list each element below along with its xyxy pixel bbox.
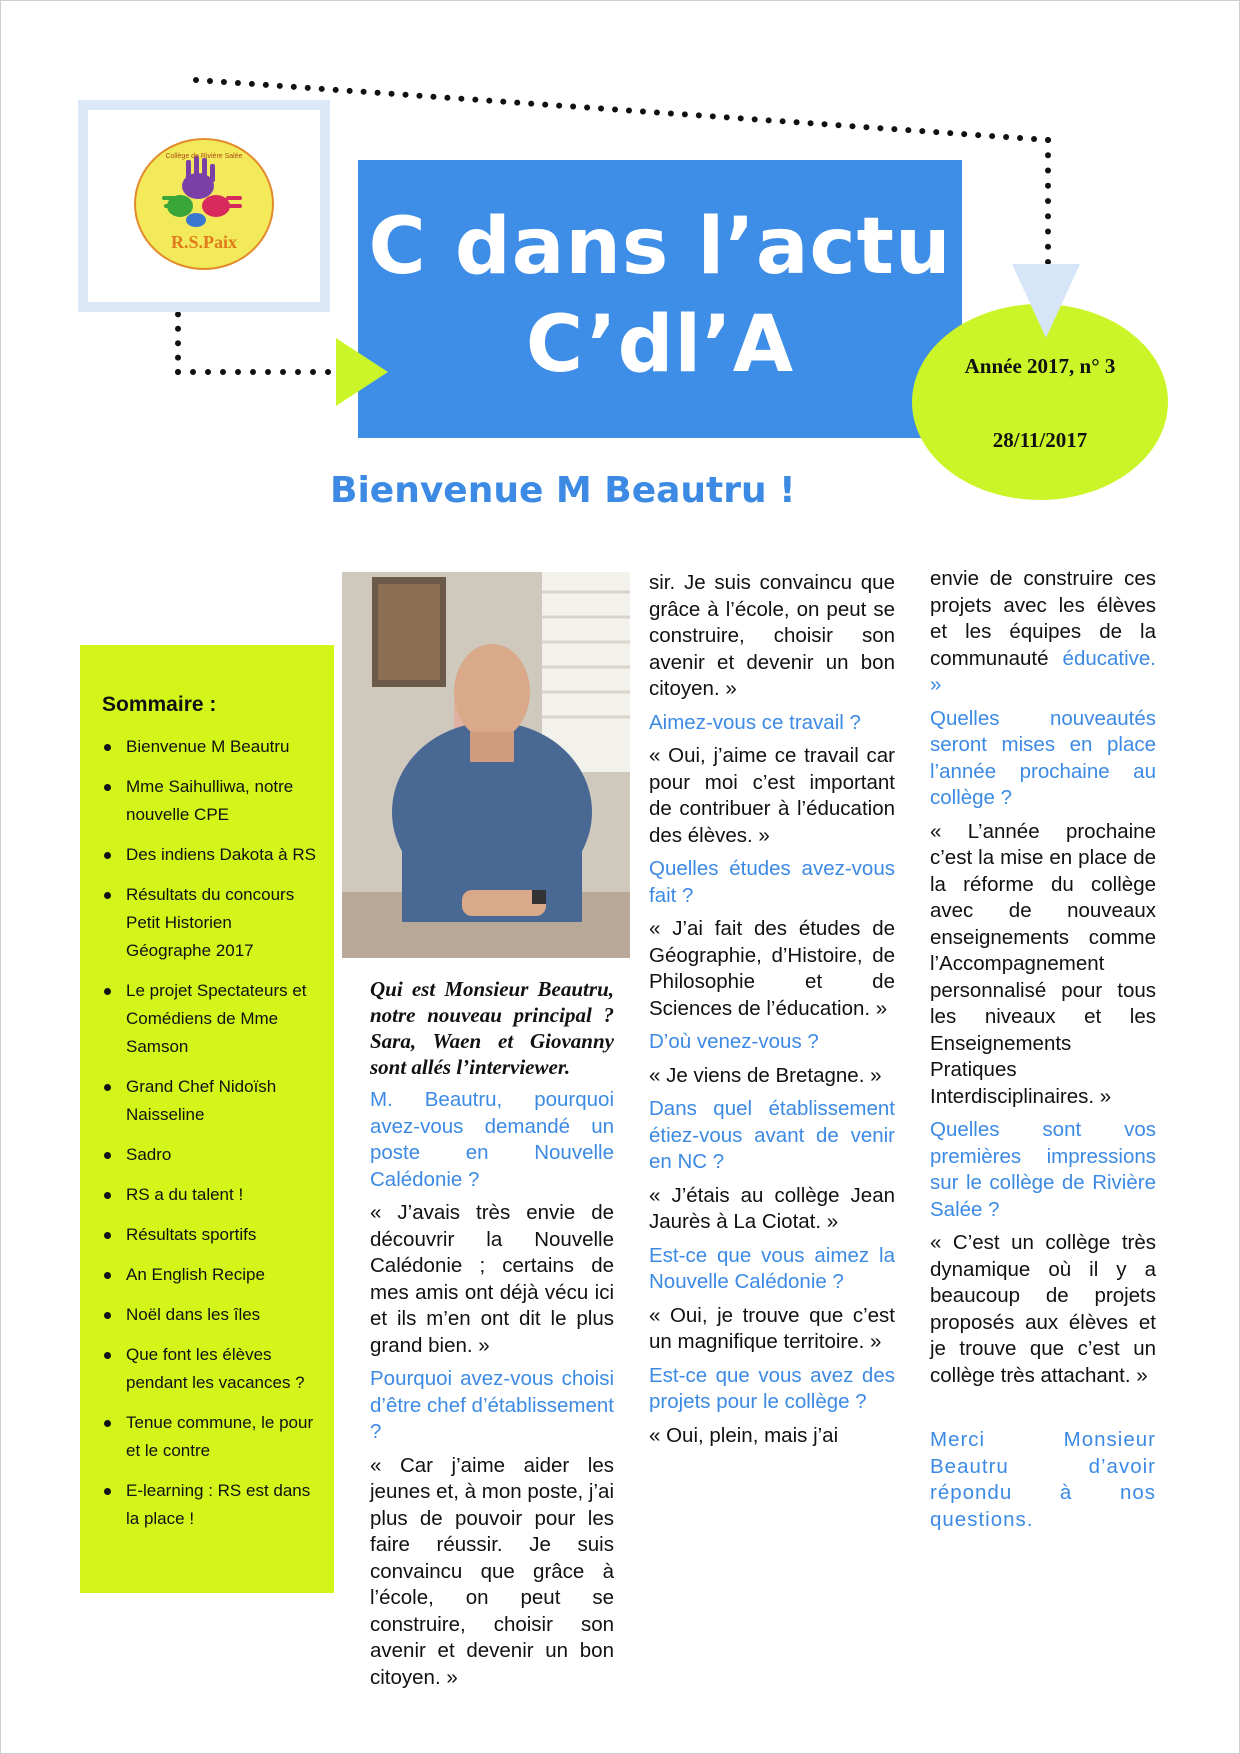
frame-dot [696,112,702,118]
toc-item: Noël dans les îles [102,1301,316,1329]
frame-dot [724,114,730,120]
handprint-blue [186,213,206,227]
interview-question: Quelles sont vos premières impressions sur le collège de Rivière Salée ? [930,1118,1156,1221]
toc-item: An English Recipe [102,1261,316,1289]
frame-dot [205,369,211,375]
interview-question: Est-ce que vous avez des projets pour le collège ? [649,1363,895,1413]
handprint-green [162,195,193,217]
frame-dot [766,117,772,123]
table-of-contents [80,645,334,1593]
frame-dot [280,369,286,375]
frame-dot [193,77,199,83]
article-column-3 [930,566,1156,1540]
frame-dot [310,369,316,375]
article-lead: Qui est Monsieur Beautru, notre nouveau principal ? Sara, Waen et Giovanny sont allés l’interviewer. [370,977,614,1079]
logo-frame [78,100,330,312]
frame-dot [277,83,283,89]
frame-dot [919,128,925,134]
frame-dot [235,369,241,375]
frame-dot [528,101,534,107]
frame-dot [305,85,311,91]
toc-item: Grand Chef Nidoïsh Naisseline [102,1073,316,1129]
frame-dot [780,118,786,124]
interview-answer-continued: sir. Je suis convaincu que grâce à l’école, on peut se construire, choisir son avenir et devenir un bon citoyen. » [649,571,895,700]
frame-dot [891,126,897,132]
frame-dot [221,79,227,85]
frame-dot [877,125,883,131]
toc-item: Mme Saihulliwa, notre nouvelle CPE [102,773,316,829]
frame-dot [207,78,213,84]
handprint-red [202,195,242,217]
frame-dot [863,124,869,130]
frame-dot [430,94,436,100]
toc-item: Des indiens Dakota à RS [102,841,316,869]
interview-question: Aimez-vous ce travail ? [649,710,861,734]
blue-triangle-decoration [1010,262,1082,340]
green-triangle-decoration [330,336,390,408]
frame-dot [444,95,450,101]
frame-dot [542,102,548,108]
frame-dot [640,108,646,114]
frame-dot [598,106,604,112]
frame-dot [220,369,226,375]
toc-item: E-learning : RS est dans la place ! [102,1477,316,1533]
frame-dot [175,311,181,317]
frame-dot [1045,229,1051,235]
frame-dot [500,99,506,105]
frame-dot [947,130,953,136]
interview-question: Pourquoi avez-vous choisi d’être chef d’établissement ? [370,1367,614,1443]
article-column-2 [649,570,895,1456]
interview-answer: « J’étais au collège Jean Jaurès à La Ciotat. » [649,1183,895,1233]
frame-dot [1031,136,1037,142]
frame-dot [295,369,301,375]
frame-dot [514,100,520,106]
interview-answer: « J’ai fait des études de Géographie, d’Histoire, de Philosophie et de Sciences de l’éducation. » [649,917,895,1020]
frame-dot [472,97,478,103]
frame-dot [989,133,995,139]
toc-item: Bienvenue M Beautru [102,733,316,761]
frame-dot [822,121,828,127]
frame-dot [612,107,618,113]
frame-dot [1045,137,1051,143]
interview-question: Quelles études avez-vous fait ? [649,857,895,907]
masthead-title: C dans l’actu [368,202,952,292]
school-logo [134,138,274,270]
logo-caption: R.S.Paix [170,232,238,252]
frame-dot [333,87,339,93]
frame-dot [710,113,716,119]
frame-dot [175,326,181,332]
toc-item: Résultats sportifs [102,1221,316,1249]
frame-dot [905,127,911,133]
interview-answer-continued: envie de construire ces projets avec les élèves et les équipes de la communauté éducative. » [930,567,1156,696]
frame-dot [389,91,395,97]
frame-dot [403,92,409,98]
handprint-purple [182,156,215,199]
frame-dot [738,115,744,121]
frame-dot [347,88,353,94]
masthead-subtitle: C’dl’A [525,300,795,390]
masthead-title-box [358,160,962,438]
interview-question: Dans quel établissement étiez-vous avant de venir en NC ? [649,1097,895,1173]
frame-dot [361,89,367,95]
interview-answer: « J’avais très envie de découvrir la Nouvelle Calédonie ; certains de mes amis ont déjà vécu ici et ils m’en ont dit le plus grand bien. » [370,1201,614,1357]
frame-dot [1017,135,1023,141]
frame-dot [961,131,967,137]
interview-question: M. Beautru, pourquoi avez-vous demandé un poste en Nouvelle Calédonie ? [370,1088,614,1191]
frame-dot [1045,152,1051,158]
interview-question: D’où venez-vous ? [649,1030,819,1053]
frame-dot [556,103,562,109]
issue-number: Année 2017, n° 3 [964,354,1116,378]
toc-list [102,733,316,1545]
interview-answer: « Oui, j’aime ce travail car pour moi c’est important de contribuer à l’éducation des élèves. » [649,744,895,847]
interview-answer-start: « Oui, plein, mais j’ai [649,1423,839,1447]
frame-dot [626,107,632,113]
interview-answer: « C’est un collège très dynamique où il y a beaucoup de projets proposés aux élèves et je trouve que c’est un collège très attachant. » [930,1231,1156,1387]
frame-dot [975,132,981,138]
interview-question: Quelles nouveautés seront mises en place l’année prochaine au collège ? [930,706,1156,809]
issue-date: 28/11/2017 [992,428,1088,452]
toc-item: RS a du talent ! [102,1181,316,1209]
logo-ring-text: Collège de Rivière Salée [165,153,243,160]
frame-dot [835,122,841,128]
toc-item: Le projet Spectateurs et Comédiens de Mme Samson [102,977,316,1061]
frame-dot [933,129,939,135]
frame-dot [1045,168,1051,174]
frame-dot [654,109,660,115]
frame-dot [486,98,492,104]
principal-photo [342,572,630,958]
frame-dot [190,369,196,375]
interview-answer: « Car j’aime aider les jeunes et, à mon poste, j’ai plus de pouvoir pour les faire réussir. Je suis convaincu que grâce à l’école, on peut se construire, choisir son avenir et devenir un bon citoyen. » [370,1453,614,1689]
frame-dot [175,340,181,346]
article-headline: Bienvenue M Beautru ! [330,470,796,511]
frame-dot [458,96,464,102]
interview-question: Est-ce que vous aimez la Nouvelle Calédonie ? [649,1243,895,1293]
frame-dot [249,81,255,87]
interview-answer: « L’année prochaine c’est la mise en place de la réforme du collège avec de nouveaux enseignements comme l’Accompagnement personnalisé pour tous les niveaux et les Enseignements Pratiques Interdisciplinaires. » [930,819,1156,1108]
frame-dot [1045,244,1051,250]
frame-dot [849,123,855,129]
frame-dot [175,355,181,361]
frame-dot [319,86,325,92]
toc-item: Sadro [102,1141,316,1169]
frame-dot [375,90,381,96]
frame-dot [263,82,269,88]
frame-dot [175,369,181,375]
toc-item: Tenue commune, le pour et le contre [102,1409,316,1465]
toc-item: Résultats du concours Petit Historien Géographe 2017 [102,881,316,965]
frame-dot [682,111,688,117]
closing-thanks: Merci Monsieur Beautru d’avoir répondu à nos questions. [930,1428,1156,1531]
frame-dot [1003,134,1009,140]
frame-dot [265,369,271,375]
interview-answer: « Oui, je trouve que c’est un magnifique territoire. » [649,1303,895,1353]
frame-dot [570,104,576,110]
frame-dot [235,80,241,86]
frame-dot [752,116,758,122]
frame-dot [794,119,800,125]
frame-dot [1045,213,1051,219]
toc-item: Que font les élèves pendant les vacances ? [102,1341,316,1397]
frame-dot [808,120,814,126]
frame-dot [1045,198,1051,204]
frame-dot [584,105,590,111]
toc-title: Sommaire : [102,693,217,716]
frame-dot [250,369,256,375]
interview-answer: « Je viens de Bretagne. » [649,1063,882,1087]
frame-dot [668,110,674,116]
frame-dot [1045,183,1051,189]
frame-dot [416,93,422,99]
article-column-1 [370,976,614,1689]
frame-dot [291,84,297,90]
